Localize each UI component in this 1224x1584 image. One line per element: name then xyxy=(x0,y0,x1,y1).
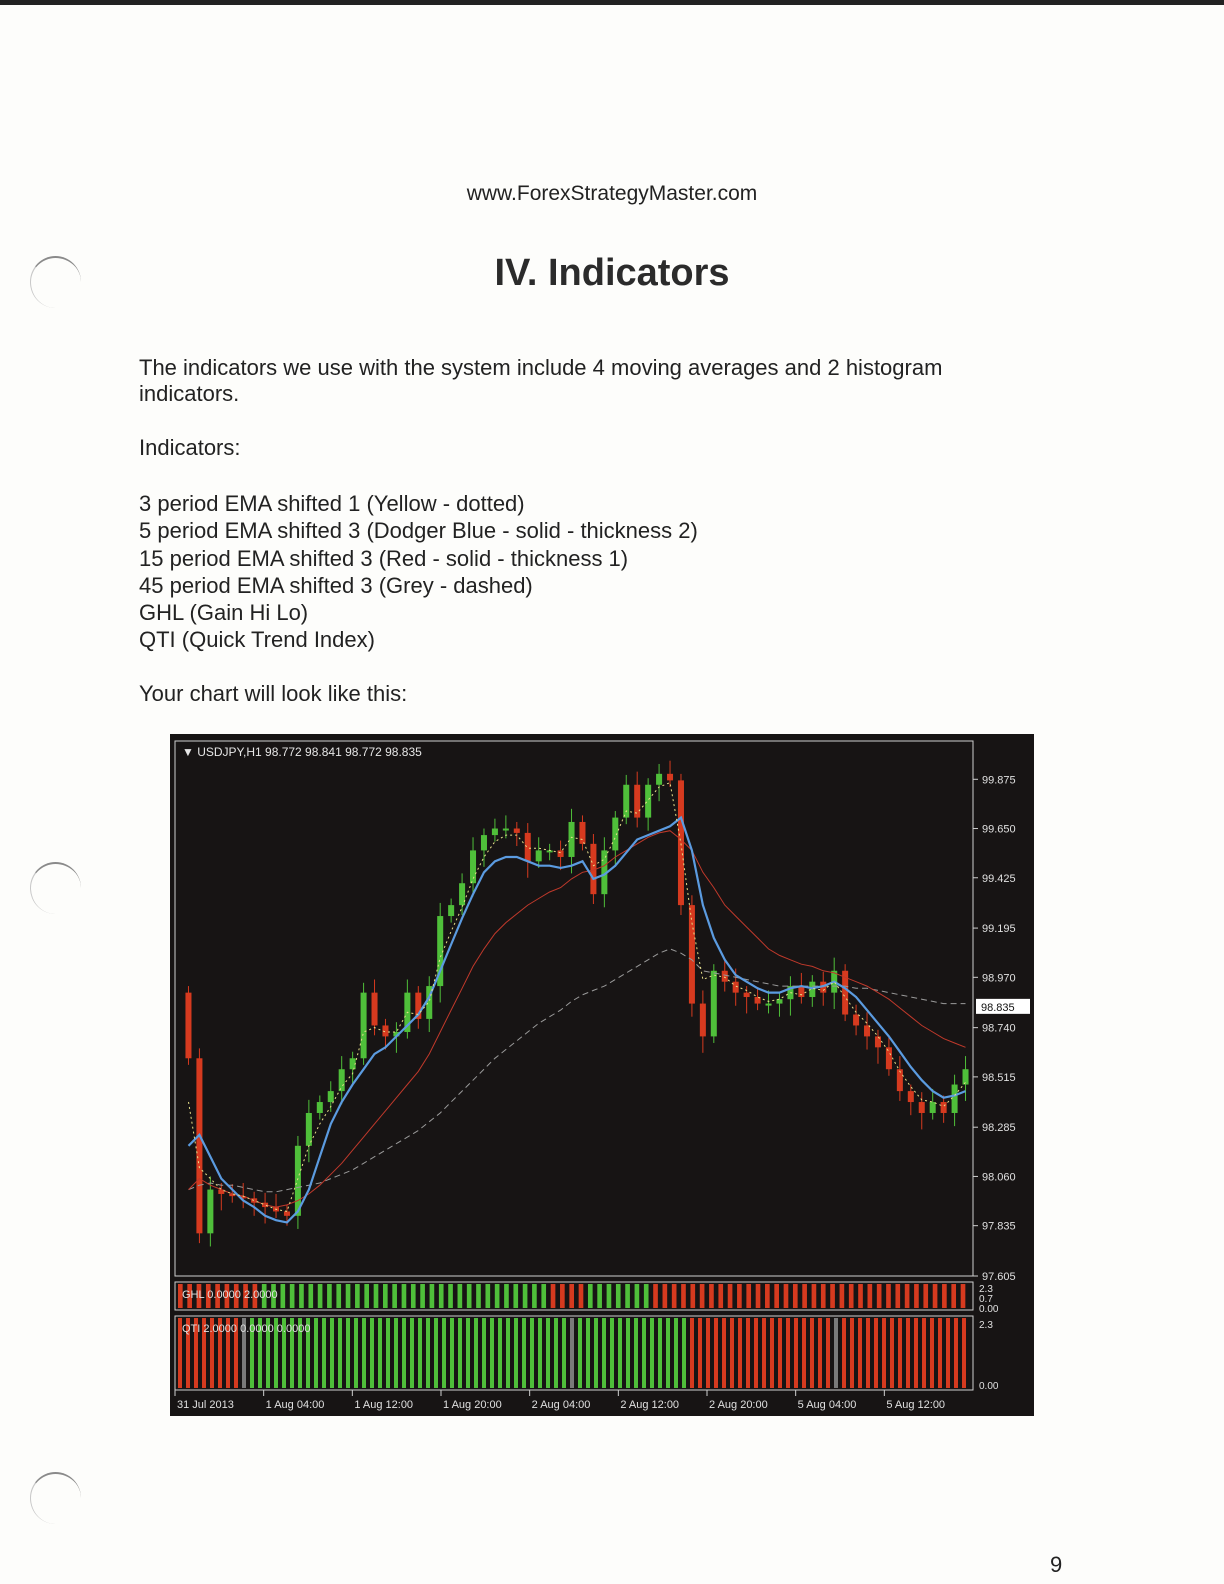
qti-bar xyxy=(330,1318,334,1388)
qti-bar xyxy=(578,1318,582,1388)
qti-scale-top: 2.3 xyxy=(979,1320,993,1331)
candle-body xyxy=(853,1015,859,1026)
ghl-bar xyxy=(812,1284,817,1308)
candle-body xyxy=(930,1102,936,1113)
time-tick-label: 5 Aug 04:00 xyxy=(797,1399,857,1411)
qti-bar xyxy=(354,1318,358,1388)
time-tick-label: 2 Aug 12:00 xyxy=(620,1399,680,1411)
ghl-bar xyxy=(280,1284,285,1308)
ghl-bar xyxy=(737,1284,742,1308)
ghl-bar xyxy=(485,1284,490,1308)
candle-body xyxy=(569,822,575,857)
chart-background xyxy=(170,734,1034,1416)
ghl-bar xyxy=(299,1284,304,1308)
time-tick-label: 1 Aug 04:00 xyxy=(265,1399,325,1411)
candle-body xyxy=(941,1102,947,1113)
qti-bar xyxy=(698,1318,702,1388)
ghl-bar xyxy=(420,1284,425,1308)
ghl-bar xyxy=(877,1284,882,1308)
ghl-bar xyxy=(392,1284,397,1308)
ghl-bar xyxy=(700,1284,705,1308)
price-tick-label: 99.425 xyxy=(982,872,1016,885)
candle-body xyxy=(185,993,191,1059)
scan-top-edge xyxy=(0,0,1224,5)
qti-bar xyxy=(650,1318,654,1388)
qti-bar xyxy=(602,1318,606,1388)
qti-bar xyxy=(730,1318,734,1388)
ghl-bar xyxy=(923,1284,928,1308)
ghl-bar xyxy=(840,1284,845,1308)
qti-bar xyxy=(810,1318,814,1388)
time-tick-label: 1 Aug 20:00 xyxy=(443,1399,502,1411)
qti-bar xyxy=(938,1318,942,1388)
intro-paragraph: The indicators we use with the system include 4 moving averages and 2 histogram indicators. xyxy=(139,355,943,406)
ghl-bar xyxy=(756,1284,761,1308)
candle-body xyxy=(339,1069,345,1091)
qti-bar xyxy=(434,1318,438,1388)
candle-body xyxy=(897,1069,903,1091)
ghl-bar xyxy=(476,1284,481,1308)
ghl-bar xyxy=(728,1284,733,1308)
price-tick-label: 98.970 xyxy=(982,972,1016,985)
qti-scale-bottom: 0.00 xyxy=(979,1381,999,1392)
qti-bar xyxy=(426,1318,430,1388)
trading-chart xyxy=(170,734,1034,1416)
candle-body xyxy=(722,971,728,982)
qti-bar xyxy=(882,1318,886,1388)
qti-bar xyxy=(778,1318,782,1388)
candle-body xyxy=(864,1025,870,1036)
ghl-bar xyxy=(290,1284,295,1308)
time-tick-label: 2 Aug 20:00 xyxy=(709,1399,768,1411)
ghl-bar xyxy=(308,1284,313,1308)
ghl-bar xyxy=(663,1284,668,1308)
candle-body xyxy=(536,850,542,861)
qti-bar xyxy=(826,1318,830,1388)
punch-hole xyxy=(30,862,81,914)
candle-body xyxy=(667,774,673,781)
ghl-bar xyxy=(383,1284,388,1308)
ghl-bar xyxy=(644,1284,649,1308)
qti-bar xyxy=(954,1318,958,1388)
qti-bar xyxy=(714,1318,718,1388)
qti-bar xyxy=(786,1318,790,1388)
ghl-label: GHL 0.0000 2.0000 xyxy=(182,1289,278,1301)
indicators-label: Indicators: xyxy=(139,435,241,460)
qti-bar xyxy=(514,1318,518,1388)
qti-bar xyxy=(554,1318,558,1388)
ghl-bar xyxy=(560,1284,565,1308)
ghl-bar xyxy=(523,1284,528,1308)
qti-bar xyxy=(346,1318,350,1388)
ghl-bar xyxy=(541,1284,546,1308)
ghl-bar xyxy=(681,1284,686,1308)
qti-bar xyxy=(842,1318,846,1388)
ghl-bar xyxy=(430,1284,435,1308)
qti-bar xyxy=(850,1318,854,1388)
qti-bar xyxy=(746,1318,750,1388)
candle-body xyxy=(952,1085,958,1113)
qti-bar xyxy=(906,1318,910,1388)
candle-body xyxy=(196,1058,202,1233)
candle-body xyxy=(503,829,509,831)
qti-bar xyxy=(466,1318,470,1388)
indicator-list xyxy=(139,490,698,654)
page-title: IV. Indicators xyxy=(494,252,730,294)
qti-bar xyxy=(402,1318,406,1388)
qti-bar xyxy=(394,1318,398,1388)
candle-body xyxy=(612,818,618,851)
qti-bar xyxy=(586,1318,590,1388)
chart-header: ▼ USDJPY,H1 98.772 98.841 98.772 98.835 xyxy=(182,745,422,759)
ghl-bar xyxy=(784,1284,789,1308)
candle-body xyxy=(492,829,498,836)
ghl-bar xyxy=(569,1284,574,1308)
price-tick-label: 98.060 xyxy=(982,1171,1016,1184)
indicator-item: 3 period EMA shifted 1 (Yellow - dotted) xyxy=(139,491,525,516)
candle-body xyxy=(908,1091,914,1102)
ghl-bar xyxy=(411,1284,416,1308)
ghl-scale-top: 2.3 xyxy=(979,1284,993,1295)
qti-bar xyxy=(530,1318,534,1388)
candle-body xyxy=(361,993,367,1059)
page-number: 9 xyxy=(1050,1552,1063,1577)
candle-body xyxy=(766,1004,772,1006)
candle-body xyxy=(744,993,750,997)
qti-bar xyxy=(362,1318,366,1388)
ghl-bar xyxy=(942,1284,947,1308)
qti-bar xyxy=(618,1318,622,1388)
price-tick-label: 98.515 xyxy=(982,1071,1016,1084)
ghl-bar xyxy=(951,1284,956,1308)
ghl-bar xyxy=(886,1284,891,1308)
indicator-item: QTI (Quick Trend Index) xyxy=(139,627,375,653)
qti-bar xyxy=(634,1318,638,1388)
ghl-bar xyxy=(868,1284,873,1308)
qti-bar xyxy=(386,1318,390,1388)
candle-body xyxy=(733,982,739,993)
qti-bar xyxy=(794,1318,798,1388)
qti-bar xyxy=(610,1318,614,1388)
ghl-bar xyxy=(635,1284,640,1308)
ghl-bar xyxy=(653,1284,658,1308)
qti-bar xyxy=(666,1318,670,1388)
candle-body xyxy=(514,829,520,833)
chart-svg xyxy=(170,734,1034,1416)
ghl-bar xyxy=(961,1284,966,1308)
ghl-bar xyxy=(588,1284,593,1308)
candle-body xyxy=(656,774,662,785)
candle-body xyxy=(558,850,564,857)
time-tick-label: 31 Jul 2013 xyxy=(177,1399,234,1411)
ghl-bar xyxy=(821,1284,826,1308)
ghl-bar xyxy=(858,1284,863,1308)
qti-bar xyxy=(738,1318,742,1388)
qti-bar xyxy=(562,1318,566,1388)
ghl-bar xyxy=(551,1284,556,1308)
current-price-label: 98.835 xyxy=(981,1001,1015,1014)
qti-bar xyxy=(490,1318,494,1388)
ghl-bar xyxy=(532,1284,537,1308)
ghl-bar xyxy=(616,1284,621,1308)
qti-bar xyxy=(410,1318,414,1388)
time-tick-label: 1 Aug 12:00 xyxy=(354,1399,414,1411)
ghl-bar xyxy=(504,1284,509,1308)
qti-bar xyxy=(658,1318,662,1388)
qti-bar xyxy=(722,1318,726,1388)
candle-body xyxy=(525,833,531,861)
qti-bar xyxy=(874,1318,878,1388)
qti-bar xyxy=(770,1318,774,1388)
candle-body xyxy=(919,1102,925,1113)
ghl-bar xyxy=(327,1284,332,1308)
price-tick-label: 98.740 xyxy=(982,1022,1016,1035)
ghl-bar xyxy=(895,1284,900,1308)
ghl-bar xyxy=(355,1284,360,1308)
indicator-item: 45 period EMA shifted 3 (Grey - dashed) xyxy=(139,572,533,598)
qti-bar xyxy=(482,1318,486,1388)
qti-bar xyxy=(914,1318,918,1388)
ghl-bar xyxy=(346,1284,351,1308)
qti-bar xyxy=(642,1318,646,1388)
ghl-bar xyxy=(690,1284,695,1308)
qti-bar xyxy=(682,1318,686,1388)
candle-body xyxy=(689,905,695,1003)
qti-bar xyxy=(762,1318,766,1388)
price-tick-label: 97.835 xyxy=(982,1220,1016,1233)
ghl-bar xyxy=(625,1284,630,1308)
time-tick-label: 5 Aug 12:00 xyxy=(886,1399,946,1411)
qti-bar xyxy=(866,1318,870,1388)
time-tick-label: 2 Aug 04:00 xyxy=(531,1399,591,1411)
candle-body xyxy=(711,971,717,1037)
candle-body xyxy=(963,1069,969,1084)
qti-bar xyxy=(858,1318,862,1388)
ghl-bar xyxy=(495,1284,500,1308)
qti-bar xyxy=(834,1318,838,1388)
indicator-item: 5 period EMA shifted 3 (Dodger Blue - solid - thickness 2) xyxy=(139,518,698,544)
qti-label: QTI 2.0000 0.0000 0.0000 xyxy=(182,1323,311,1335)
chart-caption: Your chart will look like this: xyxy=(139,681,408,706)
punch-hole xyxy=(30,1472,81,1524)
qti-bar xyxy=(930,1318,934,1388)
price-tick-label: 97.605 xyxy=(982,1271,1016,1283)
qti-bar xyxy=(314,1318,318,1388)
candle-body xyxy=(700,1004,706,1037)
ghl-bar xyxy=(765,1284,770,1308)
ghl-bar xyxy=(709,1284,714,1308)
ghl-scale-bottom: 0.00 xyxy=(979,1304,999,1315)
ghl-bar xyxy=(467,1284,472,1308)
qti-bar xyxy=(946,1318,950,1388)
candle-body xyxy=(207,1190,213,1234)
ghl-bar xyxy=(802,1284,807,1308)
qti-bar xyxy=(522,1318,526,1388)
candle-body xyxy=(875,1036,881,1047)
candle-body xyxy=(579,822,585,844)
candle-body xyxy=(448,905,454,916)
website-url: www.ForexStrategyMaster.com xyxy=(466,182,758,205)
candle-body xyxy=(317,1102,323,1113)
ghl-bar xyxy=(439,1284,444,1308)
candle-body xyxy=(886,1047,892,1069)
ghl-bar xyxy=(513,1284,518,1308)
candle-body xyxy=(645,785,651,818)
qti-bar xyxy=(706,1318,710,1388)
qti-bar xyxy=(890,1318,894,1388)
ghl-bar xyxy=(849,1284,854,1308)
candle-body xyxy=(678,780,684,905)
qti-bar xyxy=(458,1318,462,1388)
qti-bar xyxy=(570,1318,574,1388)
ghl-bar xyxy=(672,1284,677,1308)
ghl-bar xyxy=(793,1284,798,1308)
ghl-bar xyxy=(318,1284,323,1308)
qti-bar xyxy=(922,1318,926,1388)
qti-bar xyxy=(506,1318,510,1388)
qti-bar xyxy=(962,1318,966,1388)
qti-bar xyxy=(546,1318,550,1388)
qti-bar xyxy=(898,1318,902,1388)
ghl-bar xyxy=(746,1284,751,1308)
candle-body xyxy=(798,986,804,997)
ghl-scale-mid: 0.7 xyxy=(979,1294,993,1305)
ghl-bar xyxy=(448,1284,453,1308)
indicator-item: 15 period EMA shifted 3 (Red - solid - thickness 1) xyxy=(139,545,629,571)
candle-body xyxy=(623,785,629,818)
qti-bar xyxy=(626,1318,630,1388)
ghl-bar xyxy=(830,1284,835,1308)
ghl-bar xyxy=(914,1284,919,1308)
ghl-bar xyxy=(905,1284,910,1308)
price-tick-label: 99.650 xyxy=(982,823,1016,836)
qti-bar xyxy=(338,1318,342,1388)
qti-bar xyxy=(418,1318,422,1388)
ghl-bar xyxy=(336,1284,341,1308)
ghl-bar xyxy=(364,1284,369,1308)
qti-bar xyxy=(754,1318,758,1388)
qti-bar xyxy=(498,1318,502,1388)
price-tick-label: 99.195 xyxy=(982,923,1016,936)
ghl-bar xyxy=(597,1284,602,1308)
qti-bar xyxy=(674,1318,678,1388)
ghl-bar xyxy=(458,1284,463,1308)
qti-bar xyxy=(378,1318,382,1388)
qti-bar xyxy=(474,1318,478,1388)
ghl-bar xyxy=(774,1284,779,1308)
ghl-bar xyxy=(374,1284,379,1308)
ghl-bar xyxy=(402,1284,407,1308)
ghl-bar xyxy=(718,1284,723,1308)
candle-body xyxy=(328,1091,334,1102)
ghl-bar xyxy=(579,1284,584,1308)
candle-body xyxy=(481,835,487,850)
qti-bar xyxy=(818,1318,822,1388)
price-tick-label: 98.285 xyxy=(982,1122,1016,1135)
qti-bar xyxy=(370,1318,374,1388)
qti-bar xyxy=(538,1318,542,1388)
qti-bar xyxy=(442,1318,446,1388)
qti-bar xyxy=(322,1318,326,1388)
price-tick-label: 99.875 xyxy=(982,774,1016,787)
ghl-bar xyxy=(933,1284,938,1308)
qti-bar xyxy=(594,1318,598,1388)
indicator-item: GHL (Gain Hi Lo) xyxy=(139,600,309,626)
candle-body xyxy=(372,993,378,1026)
ghl-bar xyxy=(607,1284,612,1308)
qti-bar xyxy=(450,1318,454,1388)
qti-bar xyxy=(690,1318,694,1388)
candle-body xyxy=(284,1211,290,1215)
qti-bar xyxy=(802,1318,806,1388)
